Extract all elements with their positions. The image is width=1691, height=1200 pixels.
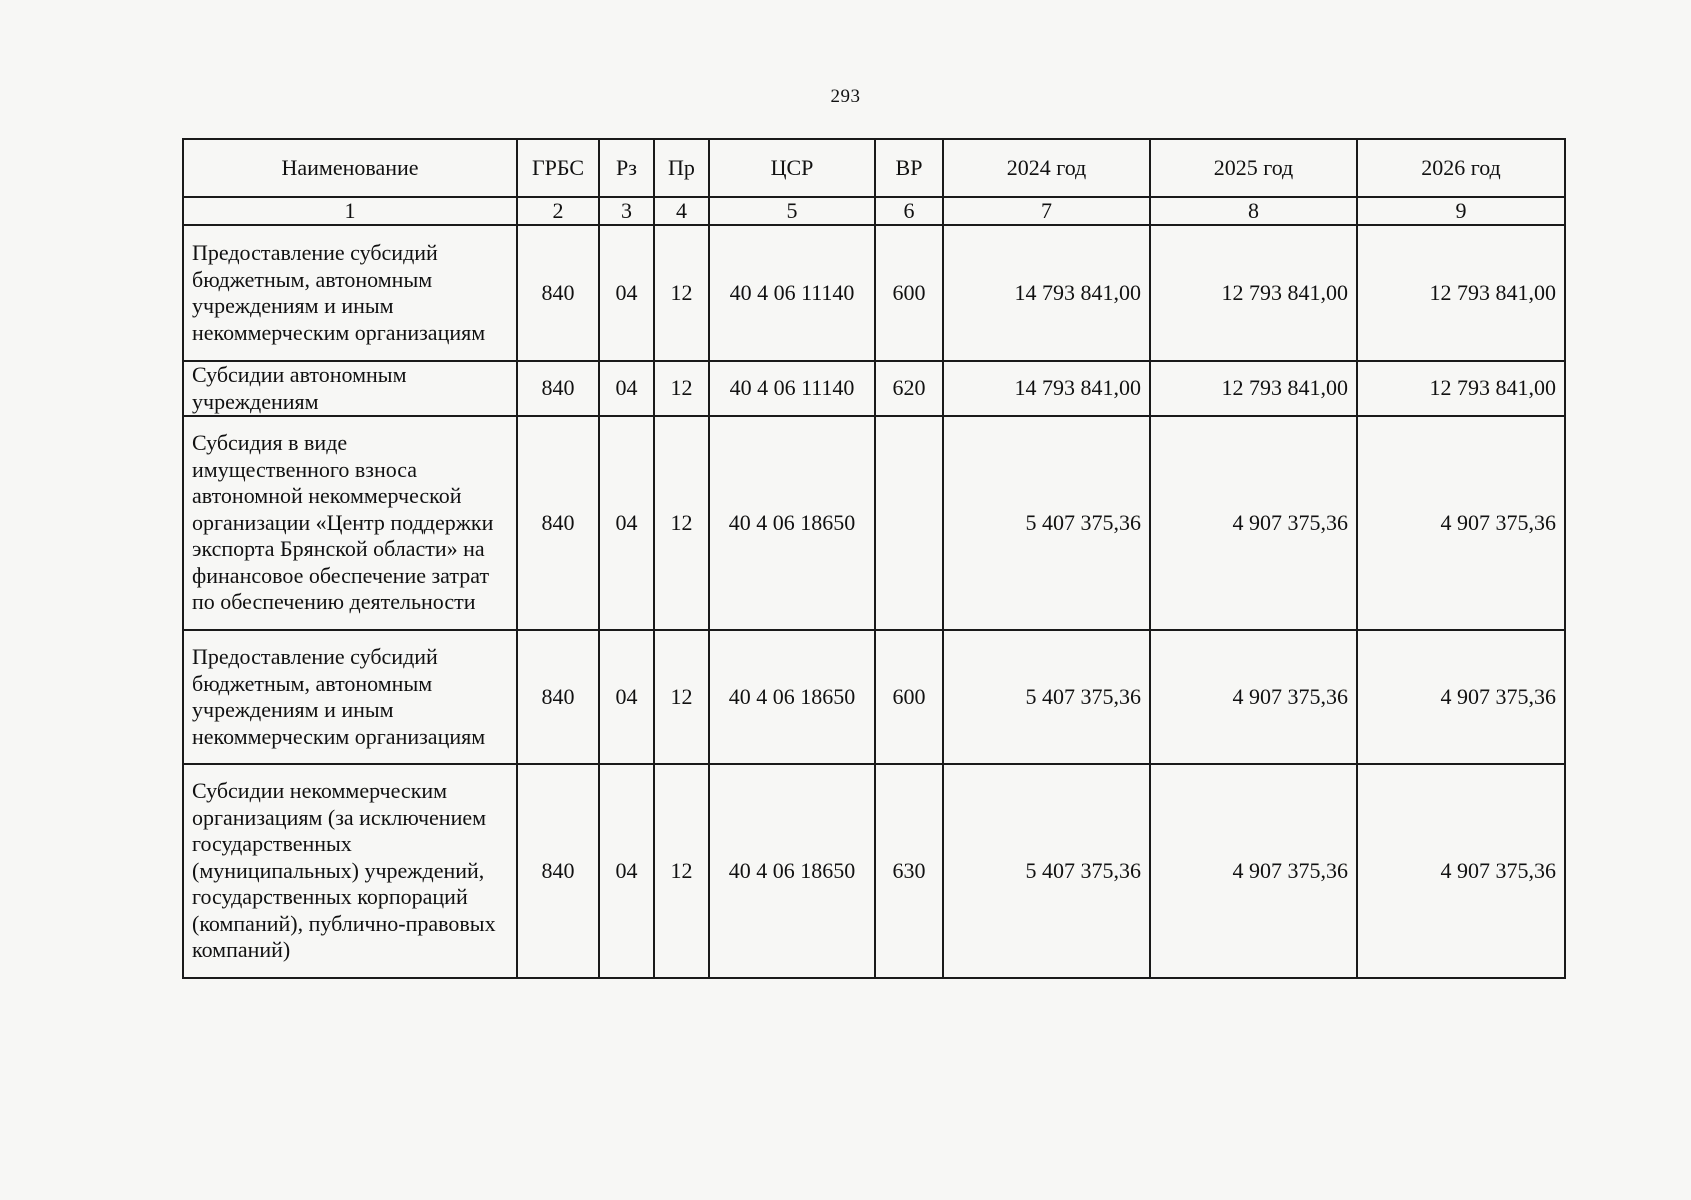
- page-number: 293: [830, 86, 861, 107]
- column-number-row: [183, 197, 1565, 225]
- row-vr: 620: [875, 361, 943, 416]
- row-csr: 40 4 06 11140: [709, 361, 875, 416]
- row-name: Предоставление субсидий бюджетным, автономным учреждениям и иным некоммерческим организациям: [183, 630, 517, 764]
- row-2025: 4 907 375,36: [1150, 630, 1357, 764]
- row-2024: 5 407 375,36: [943, 764, 1150, 978]
- row-2026: 12 793 841,00: [1357, 361, 1565, 416]
- row-pr: 12: [654, 361, 709, 416]
- row-2025: 4 907 375,36: [1150, 764, 1357, 978]
- row-2024: 14 793 841,00: [943, 361, 1150, 416]
- header-pr: Пр: [654, 139, 709, 197]
- row-2026: 4 907 375,36: [1357, 416, 1565, 630]
- row-pr: 12: [654, 416, 709, 630]
- row-csr: 40 4 06 11140: [709, 225, 875, 361]
- row-name: Субсидия в виде имущественного взноса автономной некоммерческой организации «Центр поддержки экспорта Брянской области» на финансовое обеспечение затрат по обеспечению деятельности: [183, 416, 517, 630]
- table-row: [183, 416, 1565, 630]
- row-rz: 04: [599, 225, 654, 361]
- budget-table: [182, 138, 1566, 979]
- table-row: [183, 361, 1565, 416]
- header-rz: Рз: [599, 139, 654, 197]
- table-row: [183, 630, 1565, 764]
- row-csr: 40 4 06 18650: [709, 764, 875, 978]
- column-number: 9: [1357, 197, 1565, 225]
- column-number: 2: [517, 197, 599, 225]
- row-name: Субсидии автономным учреждениям: [183, 361, 517, 416]
- table-row: [183, 225, 1565, 361]
- row-2026: 4 907 375,36: [1357, 630, 1565, 764]
- header-csr: ЦСР: [709, 139, 875, 197]
- row-2025: 12 793 841,00: [1150, 361, 1357, 416]
- table-row: [183, 764, 1565, 978]
- column-number: 5: [709, 197, 875, 225]
- row-grbs: 840: [517, 416, 599, 630]
- row-rz: 04: [599, 416, 654, 630]
- header-2024: 2024 год: [943, 139, 1150, 197]
- header-vr: ВР: [875, 139, 943, 197]
- header-row: [183, 139, 1565, 197]
- column-number: 3: [599, 197, 654, 225]
- column-number: 7: [943, 197, 1150, 225]
- row-2024: 5 407 375,36: [943, 416, 1150, 630]
- header-name: Наименование: [183, 139, 517, 197]
- row-2026: 12 793 841,00: [1357, 225, 1565, 361]
- row-vr: 600: [875, 225, 943, 361]
- header-2026: 2026 год: [1357, 139, 1565, 197]
- row-2025: 12 793 841,00: [1150, 225, 1357, 361]
- row-grbs: 840: [517, 225, 599, 361]
- row-2024: 14 793 841,00: [943, 225, 1150, 361]
- row-vr: 600: [875, 630, 943, 764]
- row-vr: [875, 416, 943, 630]
- row-name: Субсидии некоммерческим организациям (за исключением государственных (муниципальных) учреждений, государственных корпораций (компаний), публично-правовых компаний): [183, 764, 517, 978]
- row-2024: 5 407 375,36: [943, 630, 1150, 764]
- row-name: Предоставление субсидий бюджетным, автономным учреждениям и иным некоммерческим организациям: [183, 225, 517, 361]
- row-grbs: 840: [517, 361, 599, 416]
- row-csr: 40 4 06 18650: [709, 630, 875, 764]
- row-csr: 40 4 06 18650: [709, 416, 875, 630]
- column-number: 4: [654, 197, 709, 225]
- header-grbs: ГРБС: [517, 139, 599, 197]
- row-rz: 04: [599, 630, 654, 764]
- row-2026: 4 907 375,36: [1357, 764, 1565, 978]
- row-grbs: 840: [517, 764, 599, 978]
- row-pr: 12: [654, 225, 709, 361]
- column-number: 1: [183, 197, 517, 225]
- column-number: 8: [1150, 197, 1357, 225]
- row-rz: 04: [599, 361, 654, 416]
- row-rz: 04: [599, 764, 654, 978]
- row-vr: 630: [875, 764, 943, 978]
- header-2025: 2025 год: [1150, 139, 1357, 197]
- row-2025: 4 907 375,36: [1150, 416, 1357, 630]
- row-pr: 12: [654, 630, 709, 764]
- column-number: 6: [875, 197, 943, 225]
- row-pr: 12: [654, 764, 709, 978]
- row-grbs: 840: [517, 630, 599, 764]
